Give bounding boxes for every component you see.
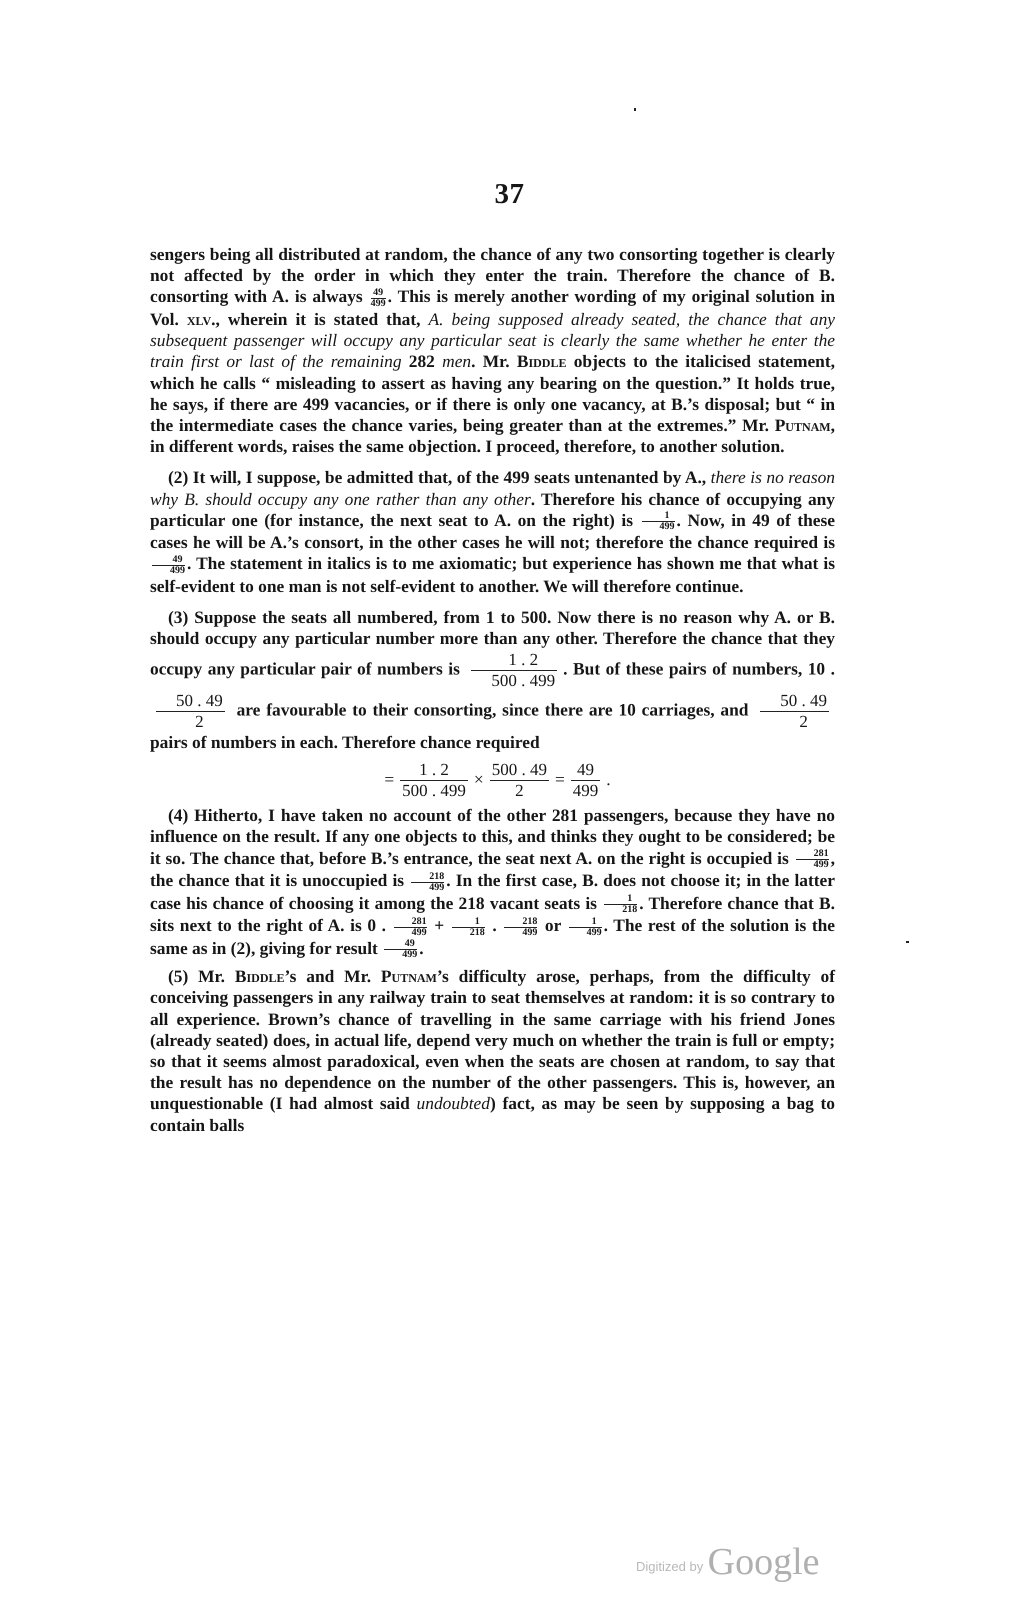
fraction: $\frac{50 . 49}{2}$ <box>760 691 829 732</box>
fraction: $\frac{1}{218}$ <box>452 917 485 938</box>
scan-speck <box>634 108 636 111</box>
author-name: Biddle <box>516 351 567 372</box>
paragraph-continuation: sengers being all distributed at random, the chance of any two consorting together is clearly not affected by the order in which they enter the train. Therefore the chance of B. consorting with A. is always $\frac{49}{499}$ . This is merely another wording of my original solution in Vol. xlv., wherein it is stated that, A. being supposed already seated, the chance that any subsequent passenger will occupy any particular seat is clearly the same whether he enter the train first or last of the remaining 282 men. Mr. Biddle objects to the italicised statement, which he calls “ misleading to assert as having any bearing on the question.” It holds true, he says, if there are 499 vacancies, or if there is only one vacancy, at B.’s disposal; but “ in the intermediate cases the chance varies, being greater than at the extremes.” Mr. Putnam, in different words, raises the same objection. I proceed, therefore, to another solution. <box>150 244 836 457</box>
fraction: $\frac{218}{499}$ <box>411 872 444 893</box>
fraction: $\frac{1 . 2}{500 . 499}$ <box>471 650 557 691</box>
scan-speck <box>906 941 909 943</box>
fraction: $\frac{1 . 2}{500 . 499}$ <box>402 760 466 801</box>
display-equation: = $\frac{1 . 2}{500 . 499}$ × $\frac{500 . 49}{2}$ = $\frac{49}{499}$ . <box>384 760 611 801</box>
fraction: $\frac{1}{499}$ <box>642 511 675 532</box>
author-name: Putnam <box>380 966 437 987</box>
fraction: $\frac{281}{499}$ <box>796 849 829 870</box>
author-name: Putnam <box>774 414 831 435</box>
fraction: $\frac{281}{499}$ <box>394 917 427 938</box>
fraction: $\frac{1}{218}$ <box>604 894 637 915</box>
fraction: $\frac{50 . 49}{2}$ <box>156 691 225 732</box>
fraction: $\frac{49}{499}$ <box>370 286 386 309</box>
google-logo: Google <box>707 1541 820 1583</box>
page-number: 37 <box>494 178 525 210</box>
paragraph-5: (5) Mr. Biddle’s and Mr. Putnam’s difficulty arose, perhaps, from the difficulty of conceiving passengers in any railway train to seat themselves at random: it is so contrary to all experience. Brown’s chance of travelling in the same carriage with his friend Jones (already seated) does, in actual life, depend very much on whether the train is full or empty; so that it seems almost paradoxical, even when the seats are chosen at random, to say that the result has no dependence on the number of the other passengers. This is, however, an unquestionable (I had almost said undoubted) fact, as may be seen by supposing a bag to contain balls <box>150 966 836 1135</box>
fraction: $\frac{49}{499}$ <box>384 939 417 960</box>
author-name: Biddle <box>234 966 285 987</box>
italic-statement: there is no reason why B. should occupy any one rather than any other <box>150 467 835 509</box>
volume-number: xlv <box>186 308 212 329</box>
paragraph-4: (4) Hitherto, I have taken no account of the other 281 passengers, because they have no influence on the result. If any one objects to this, and thinks they ought to be considered; be it so. The chance that, before B.’s entrance, the seat next A. on the right is occupied is $\frac{281}{499}$ , the chance that it is unoccupied is $\frac{218}{499}$ . In the first case, B. does not choose it; in the latter case his chance of choosing it among the 218 vacant seats is $\frac{1}{218}$ . Therefore chance that B. sits next to the right of A. is 0 . $\frac{281}{499}$ + $\frac{1}{218}$ . $\frac{218}{499}$ or $\frac{1}{499}$ . The rest of the solution is the same as in (2), giving for result $\frac{49}{499}$ . <box>150 805 836 961</box>
paragraph-3: (3) Suppose the seats all numbered, from 1 to 500. Now there is no reason why A. or B. should occupy any particular number more than any other. Therefore the chance that they occupy any particular pair of numbers is $\frac{1 . 2}{500 . 499}$ . But of these pairs of numbers, 10 . $\frac{50 . 49}{2}$ are favourable to their consorting, since there are 10 carriages, and $\frac{50 . 49}{2}$ pairs of numbers in each. Therefore chance required <box>150 607 835 752</box>
fraction: $\frac{500 . 49}{2}$ <box>491 760 547 801</box>
fraction: $\frac{49}{499}$ <box>572 760 599 801</box>
fraction: $\frac{218}{499}$ <box>504 917 537 938</box>
italic-quote: A. being supposed already seated, the chance that any subsequent passenger will occupy any particular seat is clearly the same whether he enter the train first or last of the remaining <box>150 308 835 372</box>
digitized-by-google-watermark: Digitized by Google <box>636 1541 820 1583</box>
fraction: $\frac{1}{499}$ <box>569 917 602 938</box>
page-body <box>150 244 835 1136</box>
fraction: $\frac{49}{499}$ <box>152 555 185 576</box>
paragraph-2: (2) It will, I suppose, be admitted that, of the 499 seats untenanted by A., there is no reason why B. should occupy any one rather than any other. Therefore his chance of occupying any particular one (for instance, the next seat to A. on the right) is $\frac{1}{499}$ . Now, in 49 of these cases he will be A.’s consort, in the other cases he will not; therefore the chance required is $\frac{49}{499}$ . The statement in italics is to me axiomatic; but experience has shown me that what is self-evident to one man is not self-evident to another. We will therefore continue. <box>150 467 836 596</box>
